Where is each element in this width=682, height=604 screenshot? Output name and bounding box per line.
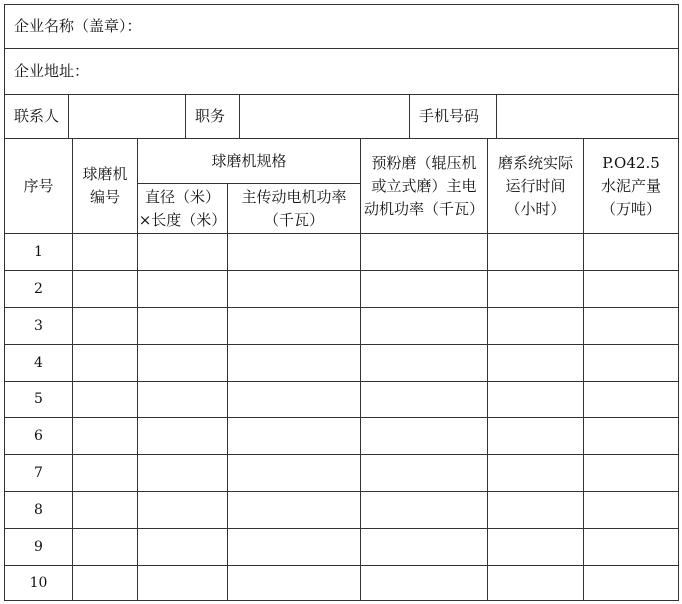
- row-number: 10: [29, 574, 48, 591]
- mill-number-cell[interactable]: [72, 528, 138, 566]
- motor-power-cell[interactable]: [227, 233, 361, 271]
- runtime-cell[interactable]: [487, 491, 584, 529]
- cement-output-header: P.O42.5 水泥产量 （万吨）: [583, 138, 679, 234]
- pregrind-power-cell[interactable]: [360, 454, 488, 492]
- cement-output-cell[interactable]: [583, 454, 679, 492]
- mill-number-cell[interactable]: [72, 233, 138, 271]
- row-number: 1: [34, 243, 43, 260]
- runtime-cell[interactable]: [487, 344, 584, 382]
- runtime-cell[interactable]: [487, 528, 584, 566]
- pregrind-power-cell[interactable]: [360, 233, 488, 271]
- dimension-cell[interactable]: [137, 491, 228, 529]
- cement-output-cell[interactable]: [583, 233, 679, 271]
- mill-number-cell[interactable]: [72, 381, 138, 418]
- row-serial-cell: [4, 381, 73, 418]
- mill-number-header: 球磨机 编号: [72, 138, 138, 234]
- dimension-cell[interactable]: [137, 565, 228, 601]
- row-number: 4: [34, 354, 43, 371]
- runtime-cell[interactable]: [487, 565, 584, 601]
- cement-output-cell[interactable]: [583, 344, 679, 382]
- mill-number-cell[interactable]: [72, 270, 138, 308]
- runtime-header: 磨系统实际 运行时间 （小时）: [487, 138, 584, 234]
- serial-header: 序号: [4, 138, 73, 234]
- row-number: 8: [34, 501, 43, 518]
- dimension-header: 直径（米） ×长度（米）: [137, 183, 228, 234]
- motor-power-cell[interactable]: [227, 528, 361, 566]
- row-serial-cell: [4, 233, 73, 271]
- row-serial-cell: [4, 454, 73, 492]
- contact-label-cell: [4, 94, 69, 139]
- cement-output-cell[interactable]: [583, 491, 679, 529]
- pregrind-power-cell[interactable]: [360, 528, 488, 566]
- pregrind-power-cell[interactable]: [360, 565, 488, 601]
- row-number: 9: [34, 538, 43, 555]
- row-serial-cell: [4, 565, 73, 601]
- row-number: 7: [34, 464, 43, 481]
- row-serial-cell: [4, 344, 73, 382]
- pregrind-power-cell[interactable]: [360, 417, 488, 455]
- pregrind-power-cell[interactable]: [360, 270, 488, 308]
- row-serial-cell: [4, 417, 73, 455]
- row-number: 5: [34, 391, 43, 407]
- runtime-cell[interactable]: [487, 381, 584, 418]
- position-label-cell: [185, 94, 240, 139]
- cement-output-cell[interactable]: [583, 528, 679, 566]
- mill-number-cell[interactable]: [72, 417, 138, 455]
- mill-number-cell[interactable]: [72, 565, 138, 601]
- cement-output-cell[interactable]: [583, 565, 679, 601]
- mill-number-cell[interactable]: [72, 491, 138, 529]
- phone-label: 手机号码: [419, 107, 480, 125]
- dimension-cell[interactable]: [137, 454, 228, 492]
- dimension-cell[interactable]: [137, 344, 228, 382]
- runtime-cell[interactable]: [487, 417, 584, 455]
- mill-number-cell[interactable]: [72, 454, 138, 492]
- runtime-cell[interactable]: [487, 454, 584, 492]
- dimension-cell[interactable]: [137, 270, 228, 308]
- dimension-cell[interactable]: [137, 417, 228, 455]
- motor-power-cell[interactable]: [227, 491, 361, 529]
- mill-number-cell[interactable]: [72, 344, 138, 382]
- pregrind-power-cell[interactable]: [360, 344, 488, 382]
- company-address-field[interactable]: [4, 48, 679, 95]
- motor-power-cell[interactable]: [227, 307, 361, 345]
- dimension-cell[interactable]: [137, 233, 228, 271]
- phone-label-cell: [409, 94, 497, 139]
- cement-output-cell[interactable]: [583, 307, 679, 345]
- pregrind-power-header: 预粉磨（辊压机 或立式磨）主电 动机功率（千瓦）: [360, 138, 488, 234]
- mill-spec-header: 球磨机规格: [137, 138, 361, 184]
- position-label: 职务: [195, 107, 226, 125]
- dimension-cell[interactable]: [137, 381, 228, 418]
- cement-output-cell[interactable]: [583, 381, 679, 418]
- company-name-field[interactable]: [4, 4, 679, 49]
- row-number: 3: [34, 317, 43, 334]
- motor-power-cell[interactable]: [227, 454, 361, 492]
- pregrind-power-cell[interactable]: [360, 491, 488, 529]
- phone-input[interactable]: [496, 94, 679, 139]
- dimension-cell[interactable]: [137, 307, 228, 345]
- motor-power-header: 主传动电机功率 （千瓦）: [227, 183, 361, 234]
- row-number: 2: [34, 280, 43, 297]
- cement-output-cell[interactable]: [583, 417, 679, 455]
- row-serial-cell: [4, 307, 73, 345]
- motor-power-cell[interactable]: [227, 270, 361, 308]
- motor-power-cell[interactable]: [227, 344, 361, 382]
- contact-input[interactable]: [68, 94, 186, 139]
- cement-output-cell[interactable]: [583, 270, 679, 308]
- dimension-cell[interactable]: [137, 528, 228, 566]
- mill-number-cell[interactable]: [72, 307, 138, 345]
- pregrind-power-cell[interactable]: [360, 381, 488, 418]
- company-address-label: 企业地址：: [14, 62, 90, 80]
- row-serial-cell: [4, 528, 73, 566]
- runtime-cell[interactable]: [487, 270, 584, 308]
- row-serial-cell: [4, 270, 73, 308]
- row-number: 6: [34, 427, 43, 444]
- motor-power-cell[interactable]: [227, 417, 361, 455]
- row-serial-cell: [4, 491, 73, 529]
- company-name-label: 企业名称（盖章）：: [14, 17, 142, 35]
- position-input[interactable]: [239, 94, 410, 139]
- motor-power-cell[interactable]: [227, 565, 361, 601]
- pregrind-power-cell[interactable]: [360, 307, 488, 345]
- runtime-cell[interactable]: [487, 233, 584, 271]
- motor-power-cell[interactable]: [227, 381, 361, 418]
- contact-label: 联系人: [14, 107, 60, 125]
- runtime-cell[interactable]: [487, 307, 584, 345]
